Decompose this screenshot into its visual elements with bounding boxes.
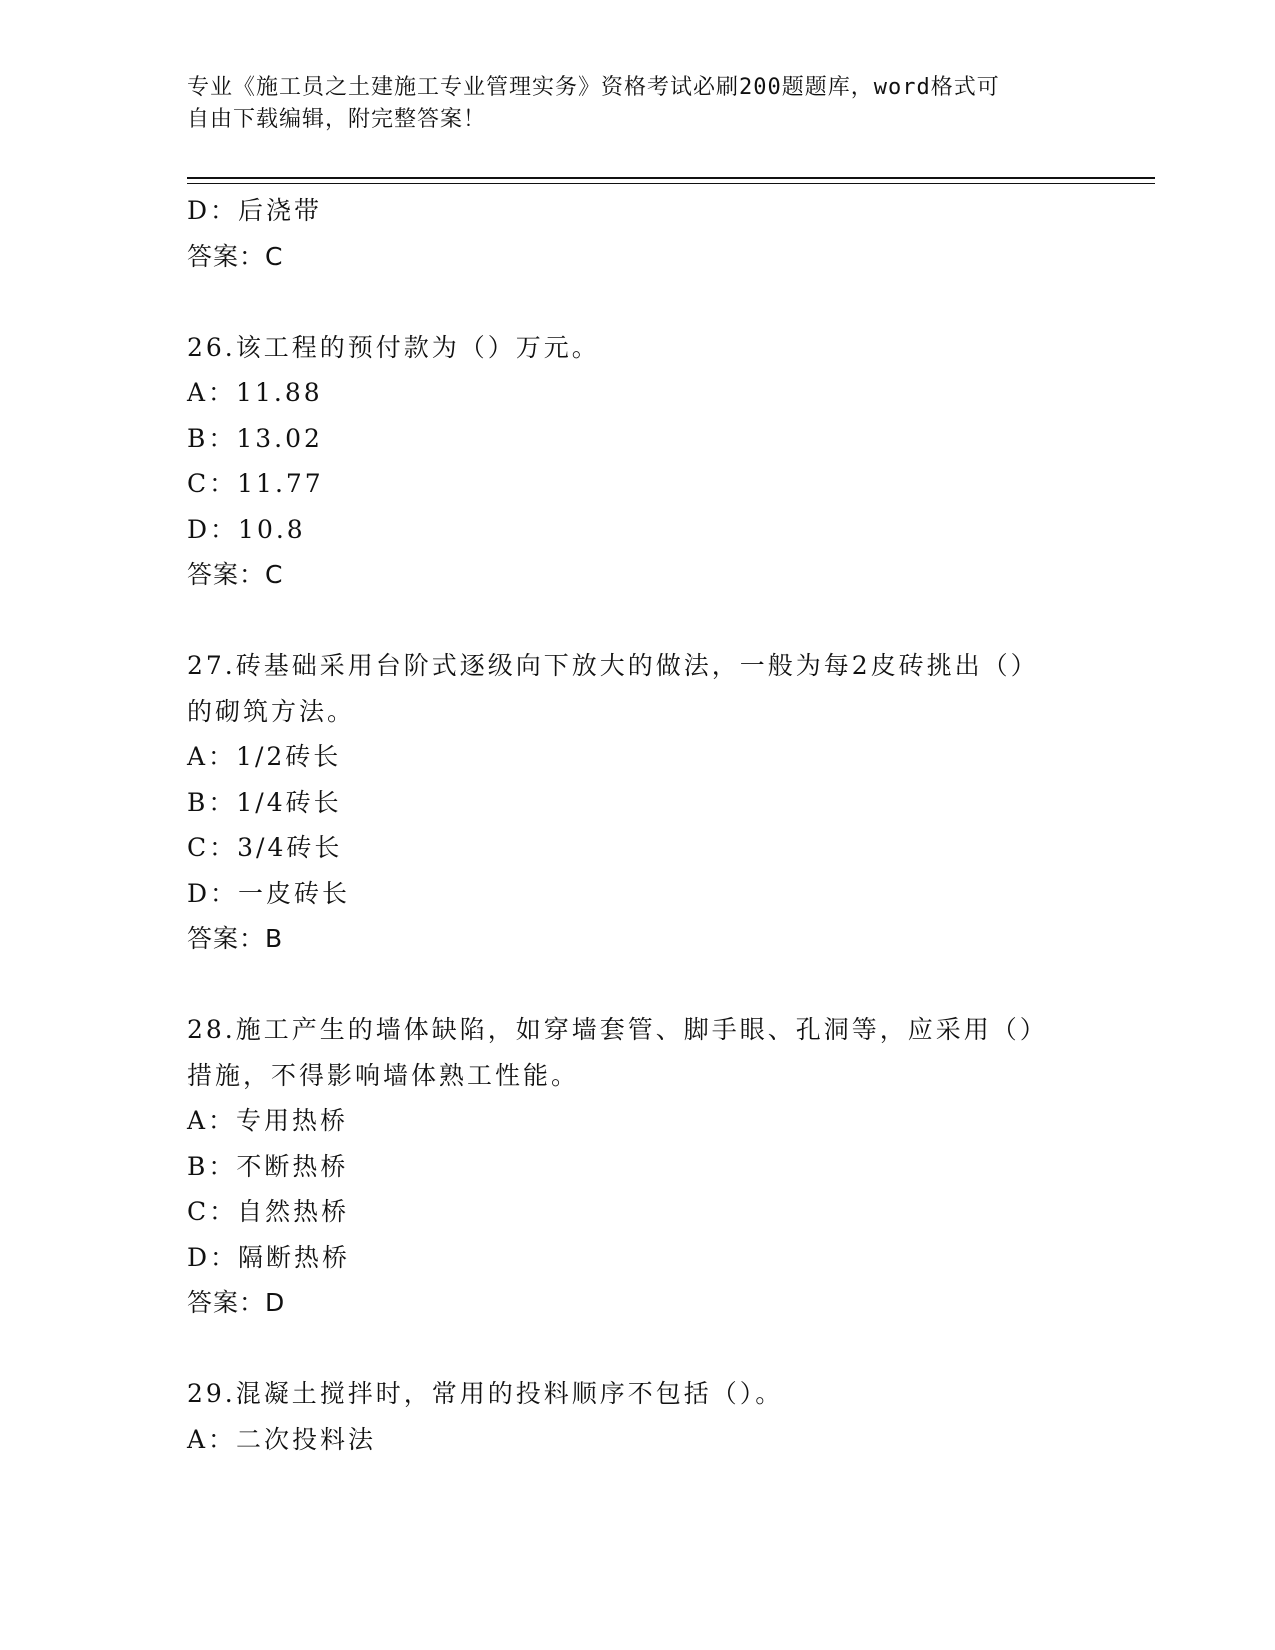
question-text-line-1: 27.砖基础采用台阶式逐级向下放大的做法，一般为每2皮砖挑出（）: [187, 651, 1039, 680]
answer-line: 答案：C: [187, 560, 284, 589]
option-c: C：11.77: [187, 469, 324, 498]
question-29: [187, 1371, 1087, 1462]
option-d: D：10.8: [187, 514, 306, 544]
question-text: 29.混凝土搅拌时，常用的投料顺序不包括（）。: [187, 1379, 784, 1408]
option-a: A：1/2砖长: [187, 742, 342, 771]
spacer: [187, 962, 1087, 1008]
header-line-2: 自由下载编辑，附完整答案！: [187, 107, 487, 132]
question-26: [187, 325, 1087, 598]
answer-line: 答案：C: [187, 241, 284, 271]
previous-question-tail: [187, 188, 1087, 279]
question-27: [187, 643, 1087, 962]
option-a: A：11.88: [187, 378, 323, 407]
question-text-line-1: 28.施工产生的墙体缺陷，如穿墙套管、脚手眼、孔洞等，应采用（）: [187, 1015, 1048, 1044]
header-rule-thin: [187, 183, 1155, 184]
option-d: D：后浇带: [187, 196, 323, 225]
page-header: [187, 72, 1067, 136]
option-c: C：自然热桥: [187, 1197, 350, 1226]
spacer: [187, 279, 1087, 325]
option-b: B：1/4砖长: [187, 787, 342, 817]
header-line-1: 专业《施工员之土建施工专业管理实务》资格考试必刷200题题库，word格式可: [187, 75, 1000, 100]
option-b: B：13.02: [187, 423, 323, 453]
question-text-line-2: 的砌筑方法。: [187, 696, 356, 726]
option-d: D：隔断热桥: [187, 1242, 351, 1272]
spacer: [187, 1326, 1087, 1372]
answer-line: 答案：D: [187, 1288, 286, 1317]
question-list: [187, 188, 1087, 1462]
header-rule-thick: [187, 177, 1155, 179]
question-text-line-2: 措施，不得影响墙体熟工性能。: [187, 1060, 580, 1090]
question-text: 26.该工程的预付款为（）万元。: [187, 332, 600, 362]
answer-line: 答案：B: [187, 924, 284, 953]
option-a: A：二次投料法: [187, 1424, 377, 1454]
question-28: [187, 1007, 1087, 1326]
option-a: A：专用热桥: [187, 1106, 349, 1135]
option-c: C：3/4砖长: [187, 833, 343, 862]
spacer: [187, 598, 1087, 644]
option-d: D：一皮砖长: [187, 878, 351, 908]
option-b: B：不断热桥: [187, 1151, 349, 1181]
